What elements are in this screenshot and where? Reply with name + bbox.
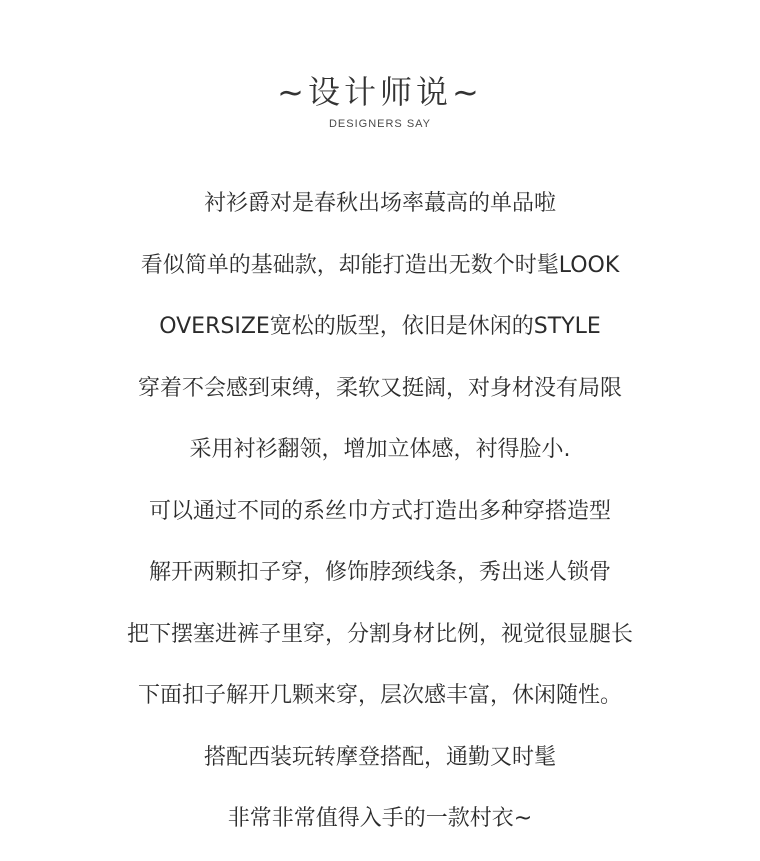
description-lines (0, 184, 760, 861)
description-line: 衬衫爵对是春秋出场率蕞高的单品啦 (203, 191, 556, 216)
description-line: 非常非常值得入手的一款村衣~ (227, 806, 533, 831)
description-line: 采用衬衫翻领，增加立体感，衬得脸小. (189, 437, 571, 462)
section-title: ~设计师说~ (277, 73, 483, 111)
description-line: 把下摆塞进裤子里穿，分割身材比例，视觉很显腿长 (126, 621, 633, 647)
section-header (0, 70, 760, 130)
description-line: 解开两颗扣子穿，修饰脖颈线条，秀出迷人锁骨 (148, 560, 611, 585)
description-line: OVERSIZE宽松的版型，依旧是休闲的STYLE (159, 314, 601, 339)
description-line: 下面扣子解开几颗来穿，层次感丰富，休闲随性。 (137, 683, 622, 708)
description-line: 可以通过不同的系丝巾方式打造出多种穿搭造型 (148, 498, 611, 524)
description-line: 搭配西装玩转摩登搭配，通勤又时髦 (203, 744, 556, 770)
description-line: 看似简单的基础款，却能打造出无数个时髦LOOK (140, 252, 620, 278)
section-subtitle: DESIGNERS SAY (328, 118, 432, 130)
description-line: 穿着不会感到束缚，柔软又挺阔，对身材没有局限 (137, 375, 622, 401)
